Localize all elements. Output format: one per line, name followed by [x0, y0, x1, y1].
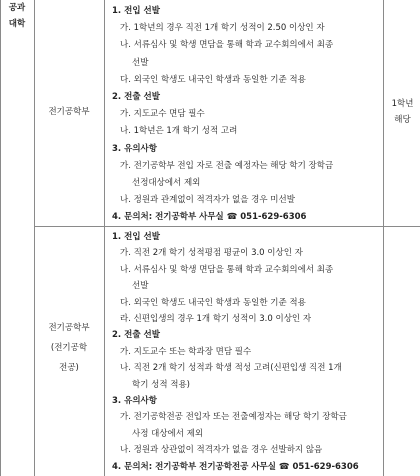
content-line: 라. 신편입생의 경우 1개 학기 성적이 3.0 이상인 자 — [120, 314, 312, 324]
content-line: 나. 정원과 상관없이 적격자가 없을 경우 선발하지 않음 — [120, 445, 323, 456]
content-line: 선정대상에서 제외 — [132, 178, 201, 188]
content-line: 가. 전기공학부 전입 자로 전출 예정자는 해당 학기 장학금 — [120, 160, 334, 171]
content-line: 나. 직전 2개 학기 성적과 학생 적성 고려(신편입생 직전 1개 — [120, 363, 342, 374]
content-line: 학기 성적 적용) — [132, 379, 190, 390]
dept-name-line3: 전공) — [59, 363, 79, 373]
content-line: 다. 외국인 학생도 내국인 학생과 동일한 기준 적용 — [120, 74, 306, 85]
content-line: 가. 직전 2개 학기 성적평점 평균이 3.0 이상인 자 — [120, 248, 303, 259]
content-line: 가. 1학년의 경우 직전 1개 학기 성적이 2.50 이상인 자 — [120, 23, 325, 34]
row1-content — [106, 0, 380, 226]
dept-cell-row1 — [36, 104, 102, 120]
table-border-left — [0, 0, 1, 476]
content-line: 나. 정원과 관계없이 적격자가 없을 경우 미선발 — [120, 195, 295, 206]
content-line: 선발 — [132, 57, 149, 68]
row2-content — [106, 226, 380, 476]
section-heading: 2. 전출 선발 — [112, 92, 160, 102]
college-name-line2: 대학 — [8, 19, 26, 29]
dept-name-line2: (전기공학 — [50, 343, 88, 353]
content-line: 선발 — [132, 281, 149, 292]
section-heading: 2. 전출 선발 — [112, 330, 160, 341]
section-heading: 3. 유의사항 — [112, 143, 157, 154]
content-line: 나. 1학년은 1개 학기 성적 고려 — [120, 126, 238, 137]
content-line: 나. 서류심사 및 학생 면담을 통해 학과 교수회의에서 최종 — [120, 40, 334, 51]
note-line1: 1학년 — [391, 99, 414, 109]
dept-cell-row2 — [36, 318, 102, 378]
content-line: 가. 지도교수 면담 필수 — [120, 109, 205, 120]
note-cell-row1 — [385, 96, 420, 128]
dept-name-line1: 전기공학부 — [48, 323, 90, 333]
content-line: 가. 지도교수 또는 학과장 면담 필수 — [120, 346, 252, 357]
college-cell — [2, 0, 32, 32]
dept-name: 전기공학부 — [48, 107, 90, 117]
table-border-college — [34, 0, 35, 476]
section-heading: 1. 전입 선발 — [112, 232, 160, 242]
table-border-content — [383, 0, 384, 476]
content-line: 다. 외국인 학생도 내국인 학생과 동일한 기준 적용 — [120, 297, 306, 308]
section-heading: 3. 유의사항 — [112, 396, 157, 406]
section-heading: 4. 문의처: 전기공학부 사무실 ☎ 051-629-6306 — [112, 212, 307, 223]
content-line: 사정 대상에서 제외 — [132, 428, 204, 439]
table-border-dept — [104, 0, 105, 476]
note-line2: 해당 — [394, 115, 411, 125]
content-line: 나. 서류심사 및 학생 면담을 통해 학과 교수회의에서 최종 — [120, 264, 334, 275]
college-name-line1: 공과 — [8, 3, 26, 13]
section-heading: 4. 문의처: 전기공학부 전기공학전공 사무실 ☎ 051-629-6306 — [112, 461, 359, 472]
section-heading: 1. 전입 선발 — [112, 6, 160, 16]
content-line: 가. 전기공학전공 전입자 또는 전출예정자는 해당 학기 장학금 — [120, 412, 347, 423]
